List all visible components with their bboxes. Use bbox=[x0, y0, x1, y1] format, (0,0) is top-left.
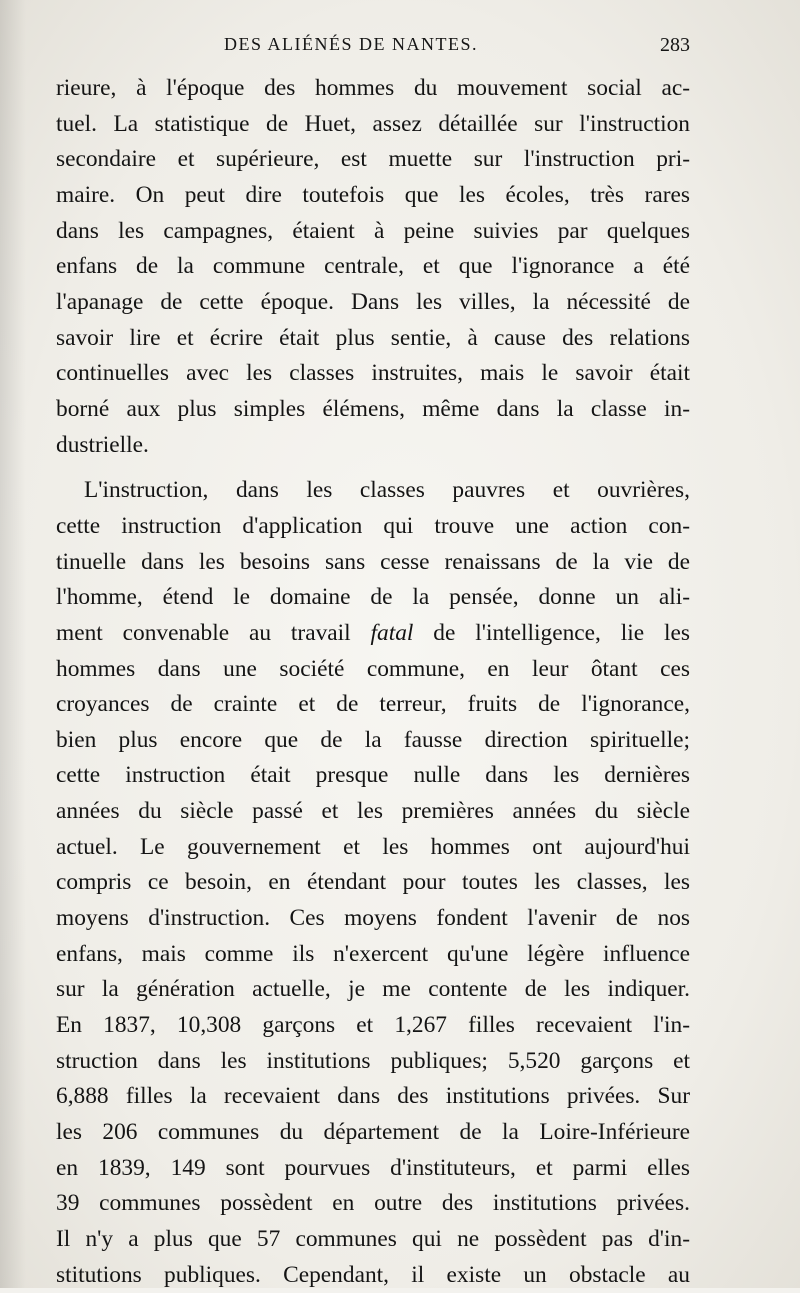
text-line: struction dans les institutions publiques; 5,520 garçons et bbox=[56, 1047, 690, 1074]
text-line: actuel. Le gouvernement et les hommes ont aujourd'hui bbox=[56, 833, 690, 860]
paragraph-gap bbox=[56, 463, 690, 473]
text-line: 6,888 filles la recevaient dans des institutions privées. Sur bbox=[56, 1083, 690, 1110]
text-segment: ment convenable au travail bbox=[56, 619, 371, 646]
page-number: 283 bbox=[660, 34, 690, 56]
text-line: cette instruction était presque nulle dans les dernières bbox=[56, 762, 690, 789]
text-line: tinuelle dans les besoins sans cesse renaissans de la vie de bbox=[56, 548, 690, 575]
text-line: En 1837, 10,308 garçons et 1,267 filles recevaient l'in- bbox=[56, 1012, 690, 1039]
text-line: croyances de crainte et de terreur, fruits de l'ignorance, bbox=[56, 691, 690, 718]
italic-word: fatal bbox=[370, 619, 414, 646]
body-text bbox=[56, 71, 690, 1293]
text-line: Il n'y a plus que 57 communes qui ne possèdent pas d'in- bbox=[56, 1226, 690, 1252]
spine-shadow bbox=[0, 0, 26, 1288]
text-line: compris ce besoin, en étendant pour toutes les classes, les bbox=[56, 869, 690, 896]
text-line: en 1839, 149 sont pourvues d'instituteurs, et parmi elles bbox=[56, 1154, 690, 1181]
text-line: borné aux plus simples élémens, même dans la classe in- bbox=[56, 395, 690, 422]
text-line: cette instruction d'application qui trouve une action con- bbox=[56, 512, 690, 539]
text-line: stitutions publiques. Cependant, il existe un obstacle au bbox=[56, 1261, 690, 1288]
text-line: 39 communes possèdent en outre des institutions privées. bbox=[56, 1190, 690, 1217]
text-line: savoir lire et écrire était plus sentie, à cause des relations bbox=[56, 324, 690, 351]
text-line: années du siècle passé et les premières années du siècle bbox=[56, 798, 690, 825]
text-line: dustrielle. bbox=[56, 431, 149, 458]
text-line: hommes dans une société commune, en leur ôtant ces bbox=[56, 655, 690, 682]
text-line: les 206 communes du département de la Loire-Inférieure bbox=[56, 1119, 690, 1146]
text-line: enfans de la commune centrale, et que l'ignorance a été bbox=[56, 253, 690, 280]
text-line: tuel. La statistique de Huet, assez détaillée sur l'instruction bbox=[56, 110, 690, 137]
running-head: DES ALIÉNÉS DE NANTES. bbox=[224, 34, 478, 54]
text-line: enfans, mais comme ils n'exercent qu'une légère influence bbox=[56, 940, 690, 967]
text-line: continuelles avec les classes instruites, mais le savoir était bbox=[56, 360, 690, 387]
text-line: moyens d'instruction. Ces moyens fondent l'avenir de nos bbox=[56, 905, 690, 932]
text-line: bien plus encore que de la fausse direction spirituelle; bbox=[56, 726, 690, 753]
text-line: sur la génération actuelle, je me contente de les indiquer. bbox=[56, 976, 690, 1003]
text-line: rieure, à l'époque des hommes du mouvement social ac- bbox=[56, 75, 690, 101]
text-line-with-italic bbox=[56, 616, 690, 652]
text-segment: de l'intelligence, lie les bbox=[413, 619, 690, 646]
text-line: dans les campagnes, étaient à peine suivies par quelques bbox=[56, 217, 690, 244]
text-line: maire. On peut dire toutefois que les écoles, très rares bbox=[56, 181, 690, 208]
text-line: l'homme, étend le domaine de la pensée, donne un ali- bbox=[56, 584, 690, 611]
page-header bbox=[56, 34, 690, 64]
text-line: l'apanage de cette époque. Dans les villes, la nécessité de bbox=[56, 288, 690, 315]
text-line: L'instruction, dans les classes pauvres et ouvrières, bbox=[84, 477, 690, 504]
text-line: secondaire et supérieure, est muette sur l'instruction pri- bbox=[56, 146, 690, 173]
